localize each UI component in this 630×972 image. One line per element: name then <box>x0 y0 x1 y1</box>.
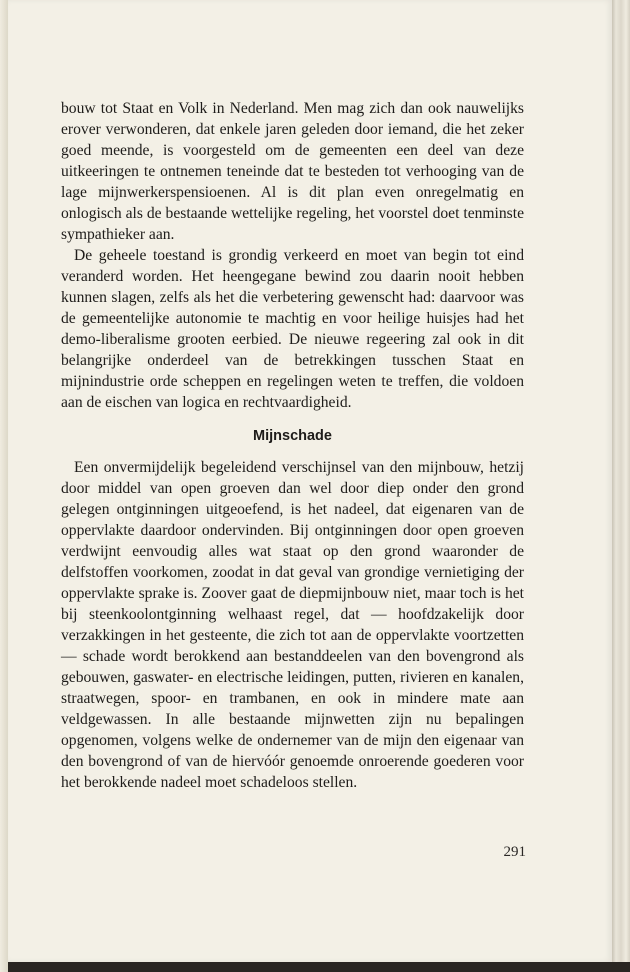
scan-left-edge <box>0 0 8 972</box>
section-heading: Mijnschade <box>253 428 332 444</box>
paragraph: De geheele toestand is grondig verkeerd en moet van begin tot eind veranderd worden. Het heengegane bewind zou daarin nooit hebben kunnen slagen, zelfs als het die verbetering gewenscht had: daarvoor was de gemeentelijke autonomie te machtig en voor heilige huisjes had het demo-liberalisme grooten eerbied. De nieuwe regeering zal ook in dit belangrijke onderdeel van de betrekkingen tusschen Staat en mijnindustrie orde scheppen en regelingen weten te treffen, die voldoen aan de eischen van logica en rechtvaardigheid. <box>61 247 524 411</box>
paragraph-continuation: bouw tot Staat en Volk in Nederland. Men mag zich dan ook nauwelijks erover verwonderen, dat enkele jaren geleden door iemand, die het zeker goed meende, is voorgesteld om de gemeenten een deel van deze uitkeeringen te ontnemen teneinde dat te besteden tot verhooging van de lage mijnwerkerspensioenen. Al is dit plan even onregelmatig en onlogisch als de bestaande wettelijke regeling, het voorstel doet tenminste sympathieker aan. <box>61 100 524 243</box>
paragraph: Een onvermijdelijk begeleidend verschijnsel van den mijnbouw, hetzij door middel van open groeven dan wel door diep onder den grond gelegen ontginningen uitgeoefend, is het nadeel, dat eigenaren van de oppervlakte daardoor ondervinden. Bij ontginningen door open groeven verdwijnt eenvoudig alles wat staat op den grond waaronder de delfstoffen voorkomen, zoodat in dat geval van grondige vernietiging der oppervlakte sprake is. Zoover gaat de diepmijnbouw niet, maar toch is het bij steenkoolontginning welhaast regel, dat — hoofdzakelijk door verzakkingen in het gesteente, die zich tot aan de oppervlakte voortzetten — schade wordt berokkend aan bestanddeelen van den bovengrond als gebouwen, gaswater- en electrische leidingen, putten, rivieren en kanalen, straatwegen, spoor- en trambanen, en ook in mindere mate aan veldgewassen. In alle bestaande mijnwetten zijn nu bepalingen opgenomen, volgens welke de ondernemer van de mijn den eigenaar van den bovengrond of van de hiervóór genoemde onroerende goederen voor het berokkende nadeel moet schadeloos stellen. <box>61 459 524 791</box>
page-stack-edge <box>612 0 630 962</box>
page-number: 291 <box>503 844 526 860</box>
book-page <box>8 0 612 962</box>
body-text <box>61 98 524 793</box>
